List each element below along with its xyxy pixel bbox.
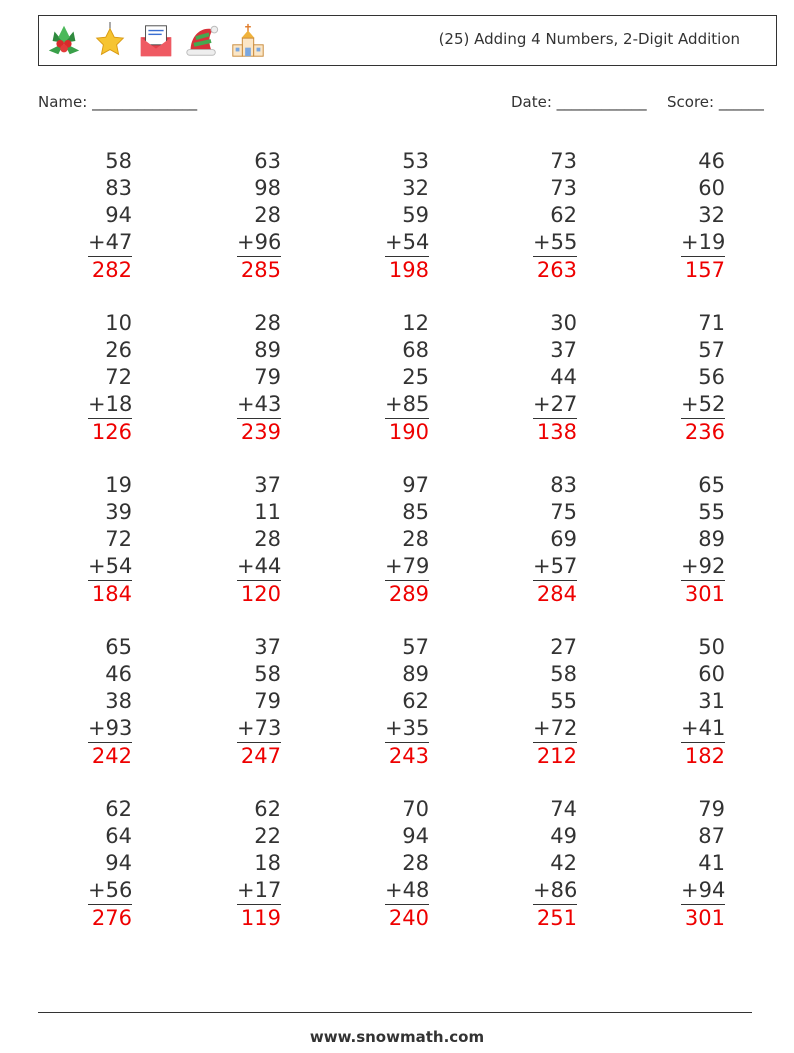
addend-2: 57 — [698, 338, 725, 362]
addend-1: 58 — [105, 149, 132, 173]
addend-3: 42 — [550, 851, 577, 875]
answer: 285 — [240, 258, 281, 282]
addend-3: 79 — [254, 689, 281, 713]
addend-3: 72 — [105, 365, 132, 389]
addition-problem — [615, 148, 725, 284]
addend-1: 46 — [698, 149, 725, 173]
addend-1: 70 — [402, 797, 429, 821]
addend-1: 62 — [254, 797, 281, 821]
addend-4: +96 — [237, 229, 281, 257]
addend-4: +55 — [533, 229, 577, 257]
addend-4: +17 — [237, 877, 281, 905]
star-ornament-icon — [91, 22, 129, 60]
addition-problem — [467, 310, 577, 446]
addition-problem — [171, 796, 281, 932]
addend-1: 71 — [698, 311, 725, 335]
addend-3: 72 — [105, 527, 132, 551]
addend-4: +56 — [88, 877, 132, 905]
addition-problem — [22, 148, 132, 284]
addend-2: 73 — [550, 176, 577, 200]
addend-2: 89 — [402, 662, 429, 686]
addend-1: 53 — [402, 149, 429, 173]
addend-3: 59 — [402, 203, 429, 227]
addend-2: 94 — [402, 824, 429, 848]
addend-2: 60 — [698, 176, 725, 200]
addend-2: 22 — [254, 824, 281, 848]
addition-problem — [319, 148, 429, 284]
addend-3: 25 — [402, 365, 429, 389]
addend-4: +48 — [385, 877, 429, 905]
addend-3: 18 — [254, 851, 281, 875]
addend-2: 85 — [402, 500, 429, 524]
addend-3: 28 — [402, 527, 429, 551]
addend-2: 46 — [105, 662, 132, 686]
addend-3: 94 — [105, 203, 132, 227]
answer: 289 — [388, 582, 429, 606]
holly-icon — [45, 22, 83, 60]
addend-3: 28 — [254, 527, 281, 551]
addend-1: 79 — [698, 797, 725, 821]
addition-problem — [171, 310, 281, 446]
addend-2: 83 — [105, 176, 132, 200]
addend-3: 28 — [402, 851, 429, 875]
answer: 240 — [388, 906, 429, 930]
addend-4: +79 — [385, 553, 429, 581]
addend-2: 39 — [105, 500, 132, 524]
addend-2: 55 — [698, 500, 725, 524]
addend-4: +18 — [88, 391, 132, 419]
addend-3: 38 — [105, 689, 132, 713]
answer: 138 — [536, 420, 577, 444]
addend-4: +54 — [88, 553, 132, 581]
addend-1: 74 — [550, 797, 577, 821]
addition-problem — [171, 634, 281, 770]
answer: 242 — [91, 744, 132, 768]
addend-2: 26 — [105, 338, 132, 362]
addend-2: 58 — [254, 662, 281, 686]
addend-4: +19 — [681, 229, 725, 257]
addend-2: 89 — [254, 338, 281, 362]
addend-2: 98 — [254, 176, 281, 200]
addend-3: 44 — [550, 365, 577, 389]
addend-4: +57 — [533, 553, 577, 581]
addend-4: +41 — [681, 715, 725, 743]
addend-3: 32 — [698, 203, 725, 227]
addend-1: 73 — [550, 149, 577, 173]
worksheet-title: (25) Adding 4 Numbers, 2-Digit Addition — [438, 30, 740, 48]
addend-1: 37 — [254, 635, 281, 659]
answer: 243 — [388, 744, 429, 768]
addend-4: +54 — [385, 229, 429, 257]
addend-3: 28 — [254, 203, 281, 227]
answer: 190 — [388, 420, 429, 444]
addition-problem — [467, 796, 577, 932]
addend-1: 27 — [550, 635, 577, 659]
addend-1: 19 — [105, 473, 132, 497]
addend-3: 56 — [698, 365, 725, 389]
footer-site: www.snowmath.com — [309, 1028, 485, 1046]
addend-3: 79 — [254, 365, 281, 389]
addition-problem — [615, 634, 725, 770]
answer: 198 — [388, 258, 429, 282]
answer: 239 — [240, 420, 281, 444]
addition-problem — [467, 472, 577, 608]
answer: 282 — [91, 258, 132, 282]
addition-problem — [22, 796, 132, 932]
addend-3: 62 — [402, 689, 429, 713]
addend-3: 55 — [550, 689, 577, 713]
addend-1: 37 — [254, 473, 281, 497]
answer: 284 — [536, 582, 577, 606]
addition-problem — [171, 472, 281, 608]
addend-3: 41 — [698, 851, 725, 875]
answer: 126 — [91, 420, 132, 444]
addend-2: 75 — [550, 500, 577, 524]
addend-3: 31 — [698, 689, 725, 713]
addend-1: 63 — [254, 149, 281, 173]
answer: 182 — [684, 744, 725, 768]
addend-1: 65 — [105, 635, 132, 659]
addend-4: +72 — [533, 715, 577, 743]
addend-4: +35 — [385, 715, 429, 743]
addend-2: 58 — [550, 662, 577, 686]
addend-2: 60 — [698, 662, 725, 686]
worksheet-header — [38, 15, 777, 66]
addition-problem — [22, 472, 132, 608]
addend-4: +43 — [237, 391, 281, 419]
answer: 119 — [240, 906, 281, 930]
addition-problem — [319, 634, 429, 770]
addend-1: 57 — [402, 635, 429, 659]
addition-problem — [615, 310, 725, 446]
footer-divider — [38, 1012, 752, 1013]
letter-envelope-icon — [137, 22, 175, 60]
answer: 301 — [684, 582, 725, 606]
addend-1: 28 — [254, 311, 281, 335]
addend-2: 64 — [105, 824, 132, 848]
date-field: Date: ____________ — [511, 93, 647, 111]
addend-1: 12 — [402, 311, 429, 335]
addend-1: 97 — [402, 473, 429, 497]
addend-4: +93 — [88, 715, 132, 743]
addend-4: +73 — [237, 715, 281, 743]
addition-problem — [319, 472, 429, 608]
name-field: Name: ______________ — [38, 93, 198, 111]
addend-2: 37 — [550, 338, 577, 362]
addend-4: +52 — [681, 391, 725, 419]
addend-3: 62 — [550, 203, 577, 227]
addend-1: 50 — [698, 635, 725, 659]
answer: 301 — [684, 906, 725, 930]
addition-problem — [22, 634, 132, 770]
addend-4: +85 — [385, 391, 429, 419]
addend-4: +86 — [533, 877, 577, 905]
addend-2: 11 — [254, 500, 281, 524]
addition-problem — [615, 796, 725, 932]
header-icons — [45, 22, 267, 60]
addend-2: 68 — [402, 338, 429, 362]
answer: 251 — [536, 906, 577, 930]
addend-3: 69 — [550, 527, 577, 551]
addend-4: +47 — [88, 229, 132, 257]
santa-hat-icon — [183, 22, 221, 60]
answer: 263 — [536, 258, 577, 282]
addend-3: 89 — [698, 527, 725, 551]
answer: 157 — [684, 258, 725, 282]
addend-4: +44 — [237, 553, 281, 581]
addend-3: 94 — [105, 851, 132, 875]
answer: 120 — [240, 582, 281, 606]
addend-2: 32 — [402, 176, 429, 200]
addend-1: 65 — [698, 473, 725, 497]
addition-problem — [467, 634, 577, 770]
addition-problem — [467, 148, 577, 284]
addend-1: 62 — [105, 797, 132, 821]
addend-2: 87 — [698, 824, 725, 848]
church-icon — [229, 22, 267, 60]
addend-1: 10 — [105, 311, 132, 335]
addition-problem — [319, 796, 429, 932]
score-field: Score: ______ — [667, 93, 764, 111]
addend-4: +92 — [681, 553, 725, 581]
answer: 184 — [91, 582, 132, 606]
addition-problem — [171, 148, 281, 284]
addend-1: 30 — [550, 311, 577, 335]
addend-4: +27 — [533, 391, 577, 419]
answer: 247 — [240, 744, 281, 768]
answer: 212 — [536, 744, 577, 768]
addition-problem — [615, 472, 725, 608]
answer: 236 — [684, 420, 725, 444]
addend-4: +94 — [681, 877, 725, 905]
addition-problem — [319, 310, 429, 446]
addition-problem — [22, 310, 132, 446]
addend-2: 49 — [550, 824, 577, 848]
addend-1: 83 — [550, 473, 577, 497]
answer: 276 — [91, 906, 132, 930]
